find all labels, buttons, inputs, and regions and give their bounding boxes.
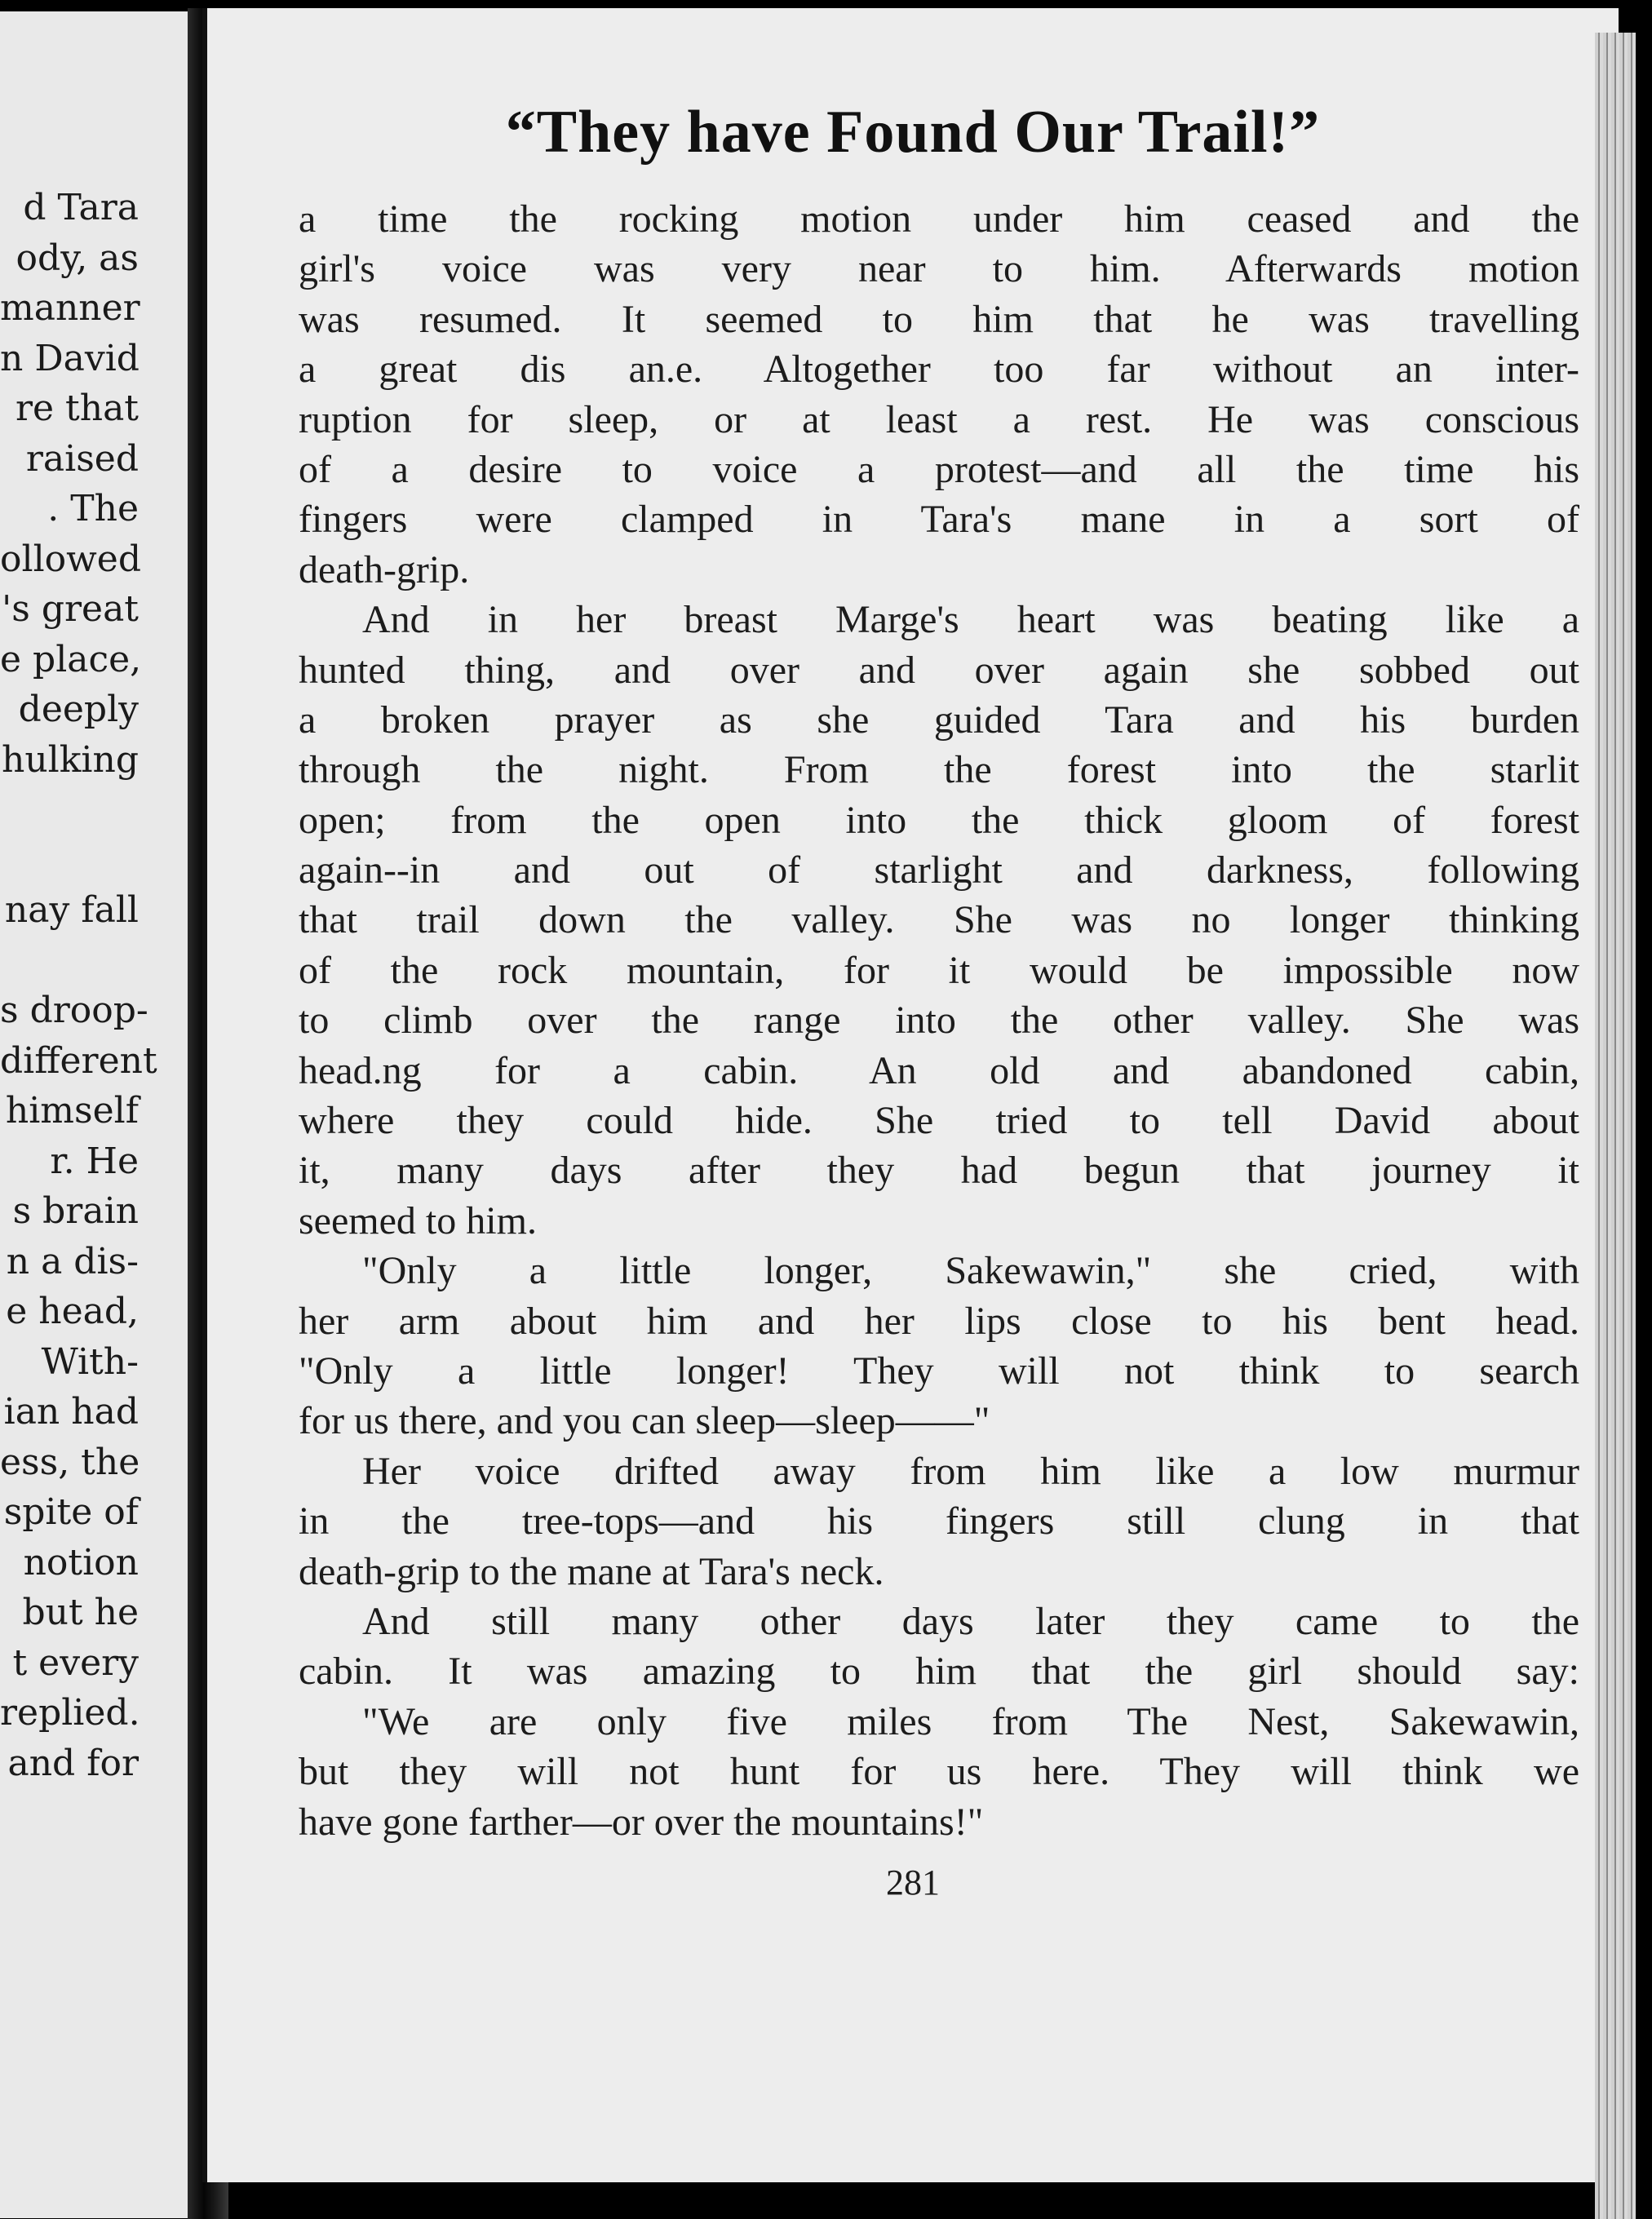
left-page-line: spite of [3, 1491, 139, 1533]
text-line: ruption for sleep, or at least a rest. He was conscious [299, 397, 1579, 441]
left-page-line: replied. [0, 1692, 140, 1734]
left-page-line: s brain [12, 1190, 139, 1232]
text-line: a broken prayer as she guided Tara and his burden [299, 698, 1579, 742]
left-page-line: hulking [2, 738, 139, 781]
text-line: but they will not hunt for us here. They will think we [299, 1750, 1579, 1794]
left-page-line: . The [47, 488, 139, 529]
text-line: again--in and out of starlight and darkness, following [299, 848, 1579, 892]
text-line: it, many days after they had begun that journey it [299, 1149, 1579, 1193]
left-page-line [0, 785, 139, 835]
left-page-line: notion [23, 1541, 139, 1583]
left-page-line: With- [41, 1340, 139, 1383]
left-page-line: deeply [18, 689, 139, 730]
left-page-fragment [0, 11, 194, 2218]
page-number: 281 [886, 1862, 940, 1902]
left-page-line: nay fall [4, 889, 139, 931]
text-line: girl's voice was very near to him. Afterwards motion [299, 247, 1579, 291]
left-page-line: re that [16, 388, 139, 429]
page-edge-stack [1595, 33, 1636, 2219]
text-line: seemed to him. [299, 1198, 537, 1242]
text-line: of the rock mountain, for it would be impossible now [299, 948, 1579, 992]
text-line: for us there, and you can sleep—sleep——" [299, 1399, 990, 1443]
left-page-line [0, 936, 139, 986]
text-line: that trail down the valley. She was no longer thinking [299, 898, 1579, 942]
text-line: in the tree-tops—and his fingers still clung in that [299, 1499, 1579, 1544]
text-line: have gone farther—or over the mountains!" [299, 1800, 984, 1844]
left-page-line: t every [12, 1641, 139, 1684]
text-line: hunted thing, and over and over again she sobbed out [299, 648, 1579, 692]
left-page-line: manner [0, 287, 140, 329]
left-page-line: ody, as [16, 237, 139, 279]
text-line: of a desire to voice a protest—and all the time his [299, 447, 1579, 491]
left-page-line: r. He [50, 1140, 139, 1182]
left-page-line: and for [7, 1742, 139, 1784]
text-line: a time the rocking motion under him ceased and the [299, 197, 1579, 241]
text-line: fingers were clamped in Tara's mane in a sort of [299, 498, 1579, 542]
text-line: head.ng for a cabin. An old and abandoned cabin, [299, 1048, 1579, 1092]
text-line: And in her breast Marge's heart was beating like a [362, 598, 1579, 642]
text-line: cabin. It was amazing to him that the girl should say: [299, 1650, 1579, 1694]
text-line: to climb over the range into the other valley. She was [299, 999, 1579, 1043]
left-page-line: ian had [3, 1391, 139, 1433]
right-page [202, 8, 1619, 2182]
left-page-line: ollowed [0, 538, 141, 580]
text-line: "Only a little longer! They will not think to search [299, 1349, 1579, 1393]
left-page-line: raised [25, 437, 139, 480]
left-page-text-column [0, 183, 157, 1788]
left-page-line: e head, [6, 1291, 139, 1332]
text-line: "We are only five miles from The Nest, Sakewawin, [362, 1699, 1579, 1743]
text-line: through the night. From the forest into the starlit [299, 748, 1579, 792]
left-page-line: n David [0, 337, 140, 379]
text-line: death-grip to the mane at Tara's neck. [299, 1549, 884, 1593]
text-line: And still many other days later they came to the [362, 1599, 1579, 1643]
text-line: where they could hide. She tried to tell David about [299, 1099, 1579, 1143]
running-head: “They have Found Our Trail!” [505, 99, 1321, 166]
text-line: a great dis an.e. Altogether too far without an inter- [299, 348, 1579, 392]
left-page-line [0, 835, 139, 886]
left-page-line: but he [22, 1592, 139, 1633]
text-line: death-grip. [299, 547, 470, 591]
left-page-line: e place, [0, 638, 142, 680]
left-page-line: 's great [2, 588, 139, 630]
text-line: was resumed. It seemed to him that he was travelling [299, 297, 1579, 341]
body-text [299, 194, 1579, 1847]
left-page-line: d Tara [23, 187, 139, 228]
left-page-line: himself [5, 1090, 139, 1132]
text-line: "Only a little longer, Sakewawin," she cried, with [362, 1249, 1579, 1293]
left-page-line: n a dis- [6, 1240, 139, 1282]
left-page-line: s droop- [0, 990, 148, 1031]
text-line: her arm about him and her lips close to his bent head. [299, 1299, 1579, 1343]
left-page-line: ess, the [0, 1441, 140, 1483]
text-line: Her voice drifted away from him like a low murmur [362, 1449, 1579, 1493]
text-line: open; from the open into the thick gloom of forest [299, 798, 1579, 842]
left-page-line: different [0, 1039, 157, 1082]
